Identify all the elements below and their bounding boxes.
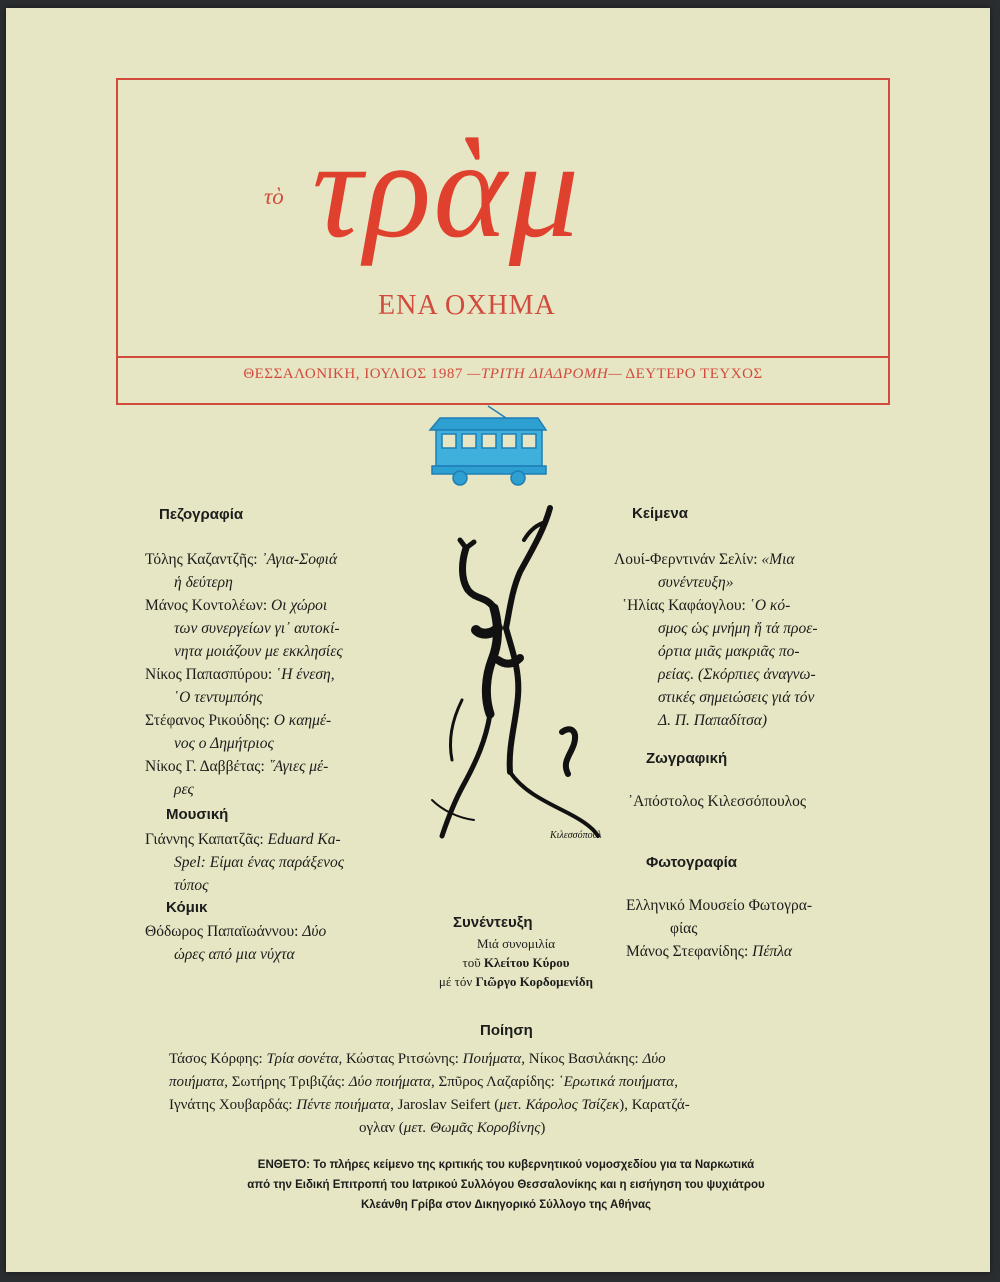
list-item-cont: ῾Ο τεντυμπόης [174, 689, 263, 706]
list-item: Νίκος Γ. Δαββέτας: ῞Αγιες μέ- [145, 758, 329, 775]
list-item-cont: σμος ὡς μνήμη ἤ τά προε- [658, 620, 818, 637]
list-item: Στέφανος Ρικούδης: Ο καημέ- [145, 712, 332, 729]
section-heading-music: Μουσική [166, 806, 229, 823]
insert-note: ΕΝΘΕΤΟ: Το πλήρες κείμενο της κριτικής του κυβερνητικού νομοσχεδίου για τα Ναρκωτικά από την Ειδική Επιτροπή του Ιατρικού Συλλόγου Θεσσαλονίκης και η εισήγηση του ψυχιάτρου Κλεάνθη Γρίβα στον Δικηγορικό Σύλλογο της Αθήνας [247, 1159, 765, 1211]
section-heading-prose: Πεζογραφία [159, 506, 244, 523]
list-item-cont: των συνεργείων γι᾿ αυτοκί- [174, 620, 340, 637]
poet-name: Ιγνάτης Χουβαρδάς: [169, 1097, 297, 1113]
section-heading-texts: Κείμενα [632, 505, 688, 522]
list-item-cont: νος ο Δημήτριος [174, 735, 274, 752]
poet-name: , Σωτήρης Τριβιζάς: [224, 1074, 349, 1090]
interview-entry: Μιά συνομιλία τοῦ Κλείτου Κύρου μέ τόν Γιῶργο Κορδομενίδη [438, 936, 594, 989]
section-heading-poetry: Ποίηση [480, 1022, 533, 1039]
poem-title: Ποιήματα [462, 1051, 522, 1067]
artist-signature: Κιλεσσόπουλ [550, 830, 602, 841]
tram-icon [426, 404, 550, 488]
painting-entry: ᾿Απόστολος Κιλεσσόπουλος [628, 793, 807, 810]
poet-name: , Νίκος Βασιλάκης: [521, 1051, 643, 1067]
poem-title: ῾Ερωτικά ποιήματα [558, 1074, 675, 1090]
poetry-line [169, 1048, 869, 1071]
ink-drawing [402, 500, 612, 860]
poetry-line [169, 1117, 869, 1140]
poetry-list [169, 1048, 869, 1140]
list-item-cont: ρείας. (Σκόρπιες ἀναγνω- [658, 666, 816, 683]
list-item-cont: στικές σημειώσεις γιά τόν [658, 689, 815, 706]
section-heading-interview: Συνέντευξη [453, 914, 533, 931]
magazine-cover [6, 8, 990, 1272]
poem-title: μετ. Κάρολος Τσίζεκ [499, 1097, 620, 1113]
poem-title: Πέντε ποιήματα [296, 1097, 391, 1113]
issue-line: ΘΕΣΣΑΛΟΝΙΚΗ, ΙΟΥΛΙΟΣ 1987 —ΤΡΙΤΗ ΔΙΑΔΡΟΜΗ— ΔΕΥΤΕΡΟ ΤΕΥΧΟΣ [243, 366, 763, 382]
section-heading-comic: Κόμικ [166, 899, 208, 916]
list-item-cont: ἡ δεύτερη [174, 574, 233, 591]
poem-title: Δύο [642, 1051, 666, 1067]
list-item: Μάνος Κοντολέων: Οι χώροι [145, 597, 328, 614]
poetry-line [169, 1071, 869, 1094]
poet-name: ) [540, 1120, 546, 1136]
poet-name: , Jaroslav Seifert ( [390, 1097, 500, 1113]
list-item: Νίκος Παπασπύρου: ῾Η ένεση, [145, 666, 335, 683]
poet-name: ), Καρατζά- [619, 1097, 690, 1113]
section-heading-photo: Φωτογραφία [646, 854, 737, 871]
poem-title: ποιήματα [169, 1074, 225, 1090]
poet-name: ογλαν ( [359, 1120, 404, 1136]
list-item-cont: συνέντευξη» [658, 574, 734, 591]
list-item-cont: Δ. Π. Παπαδίτσα) [658, 712, 768, 729]
masthead-divider [118, 356, 888, 358]
photo-entry: Ελληνικό Μουσείο Φωτογρα- φίας Μάνος Στεφανίδης: Πέπλα [626, 897, 812, 960]
masthead-title: τρὰμ [312, 112, 582, 267]
masthead-frame [116, 78, 890, 405]
poet-name: Τάσος Κόρφης: [169, 1051, 267, 1067]
prose-list [145, 548, 405, 801]
list-item-cont: όρτια μιᾶς μακριᾶς πο- [658, 643, 800, 660]
poet-name: , Σπῦρος Λαζαρίδης: [430, 1074, 559, 1090]
texts-list [614, 548, 884, 732]
poem-title: Τρία σονέτα [266, 1051, 339, 1067]
list-item: ῾Ηλίας Καφάογλου: ῾Ο κό- [622, 597, 791, 614]
poem-title: Δύο ποιήματα [348, 1074, 431, 1090]
poetry-line [169, 1094, 869, 1117]
list-item: Τόλης Καζαντζῆς: ᾿Αγια-Σοφιά [145, 551, 338, 568]
poet-name: , [674, 1074, 678, 1090]
poet-name: , Κώστας Ριτσώνης: [338, 1051, 463, 1067]
music-entry: Γιάννης Καπατζᾶς: Eduard Ka- Spel: Είμαι ένας παράξενος τύπος [145, 831, 345, 894]
comic-entry: Θόδωρος Παπαϊωάννου: Δύο ώρες από μια νύχτα [145, 923, 327, 963]
poem-title: μετ. Θωμᾶς Κοροβίνης [403, 1120, 541, 1136]
masthead-article: τὸ [264, 184, 284, 209]
section-heading-painting: Ζωγραφική [646, 750, 728, 767]
list-item-cont: νητα μοιάζουν με εκκλησίες [174, 643, 343, 660]
list-item: Λουί-Φερντινάν Σελίν: «Μια [614, 551, 795, 568]
masthead-subtitle: ΕΝΑ ΟΧΗΜΑ [378, 290, 556, 321]
list-item-cont: ρες [174, 781, 194, 798]
